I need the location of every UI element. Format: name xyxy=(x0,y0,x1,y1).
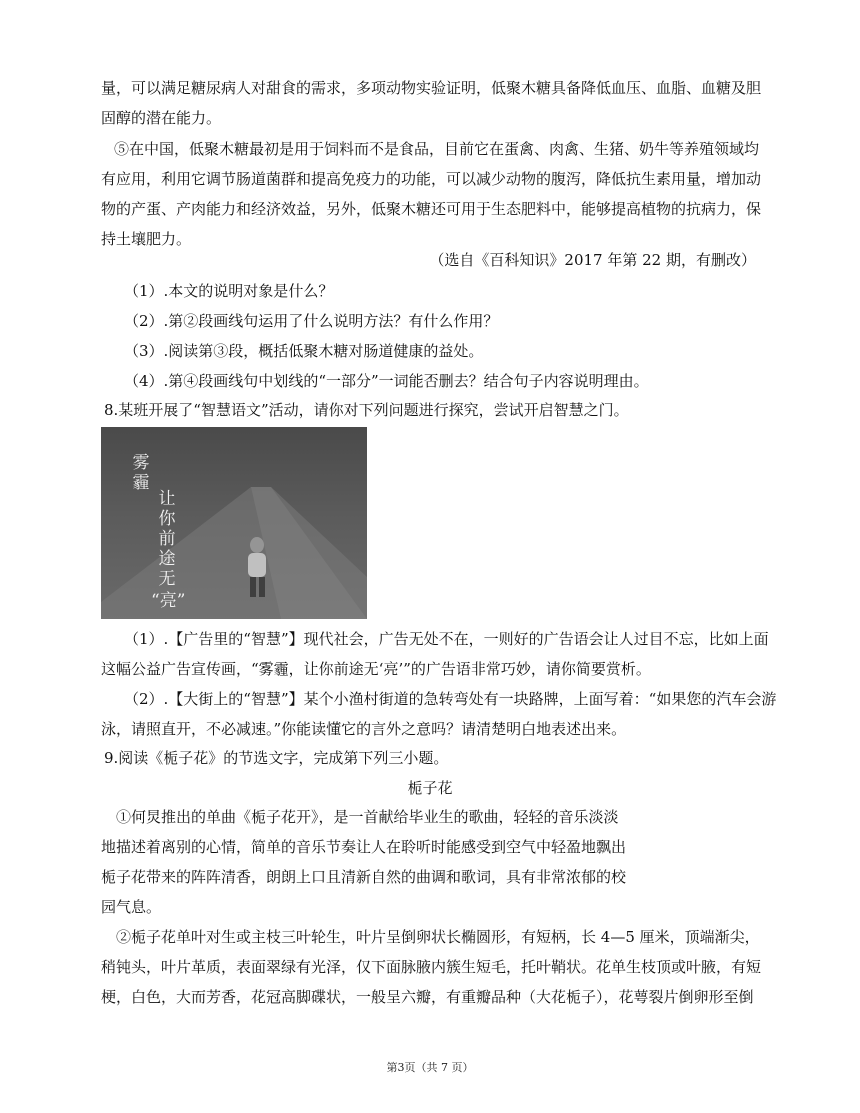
passage-text-line: ①何炅推出的单曲《栀子花开》，是一首献给毕业生的歌曲，轻轻的音乐淡淡 xyxy=(116,808,619,826)
question-7-1: （1）.本文的说明对象是什么？ xyxy=(124,282,334,300)
passage-title: 栀子花 xyxy=(407,779,453,797)
source-citation: （选自《百科知识》2017 年第 22 期，有删改） xyxy=(429,251,756,269)
passage-text-line: ②栀子花单叶对生或主枝三叶轮生，叶片呈倒卵状长椭圆形，有短柄，长 4—5 厘米，顶端渐尖， xyxy=(116,928,760,946)
passage-text-line: 地描述着离别的心情，简单的音乐节奏让人在聆听时能感受到空气中轻盈地飘出 xyxy=(101,838,627,856)
body-text-line: ⑤在中国，低聚木糖最初是用于饲料而不是食品，目前它在蛋禽、肉禽、生猪、奶牛等养殖领域均 xyxy=(114,140,760,158)
passage-text-line: 栀子花带来的阵阵清香，朗朗上口且清新自然的曲调和歌词，具有非常浓郁的校 xyxy=(101,868,627,886)
question-8-2-line: （2）.【大街上的“智慧”】某个小渔村街道的急转弯处有一块路牌，上面写着：“如果您的汽车会游 xyxy=(124,690,777,708)
passage-text-line: 园气息。 xyxy=(101,898,162,916)
body-text-line: 有应用，利用它调节肠道菌群和提高免疫力的功能，可以减少动物的腹泻，降低抗生素用量，增加动 xyxy=(101,170,762,188)
question-8-1-line: （1）.【广告里的“智慧”】现代社会，广告无处不在，一则好的广告语会让人过目不忘，比如上面 xyxy=(124,630,769,648)
question-8-1-line: 这幅公益广告宣传画，“雾霾，让你前途无‘亮’”的广告语非常巧妙，请你简要赏析。 xyxy=(101,660,651,678)
question-8-2-line: 泳，请照直开，不必减速。”你能读懂它的言外之意吗？请清楚明白地表述出来。 xyxy=(101,720,627,738)
body-text-line: 物的产蛋、产肉能力和经济效益，另外，低聚木糖还可用于生态肥料中，能够提高植物的抗病力，保 xyxy=(101,200,762,218)
question-7-4: （4）.第④段画线句中划线的“一部分”一词能否删去？结合句子内容说明理由。 xyxy=(124,372,649,390)
passage-text-line: 稍钝头，叶片革质，表面翠绿有光泽，仅下面脉腋内簇生短毛，托叶鞘状。花单生枝顶或叶腋，有短 xyxy=(101,958,762,976)
ad-text-slogan: 让你前途无 xyxy=(158,489,176,589)
question-8-stem: 8.某班开展了“智慧语文”活动，请你对下列问题进行探究，尝试开启智慧之门。 xyxy=(104,401,629,419)
passage-text-line: 梗，白色，大而芳香，花冠高脚碟状，一般呈六瓣，有重瓣品种（大花栀子），花萼裂片倒卵形至倒 xyxy=(101,988,754,1006)
question-9-stem: 9.阅读《栀子花》的节选文字，完成第下列三小题。 xyxy=(104,749,449,767)
page-footer: 第3页（共 7 页） xyxy=(386,1061,474,1074)
ad-text-smog: 雾霾 xyxy=(132,453,150,493)
question-7-3: （3）.阅读第③段，概括低聚木糖对肠道健康的益处。 xyxy=(124,342,484,360)
public-service-ad-image xyxy=(101,427,367,619)
ad-text-quoted-word: “亮” xyxy=(151,591,186,611)
body-text-line: 持土壤肥力。 xyxy=(101,230,192,248)
body-text-line: 量，可以满足糖尿病人对甜食的需求，多项动物实验证明，低聚木糖具备降低血压、血脂、血糖及胆 xyxy=(101,79,762,97)
question-7-2: （2）.第②段画线句运用了什么说明方法？有什么作用？ xyxy=(124,312,499,330)
body-text-line: 固醇的潜在能力。 xyxy=(101,109,222,127)
